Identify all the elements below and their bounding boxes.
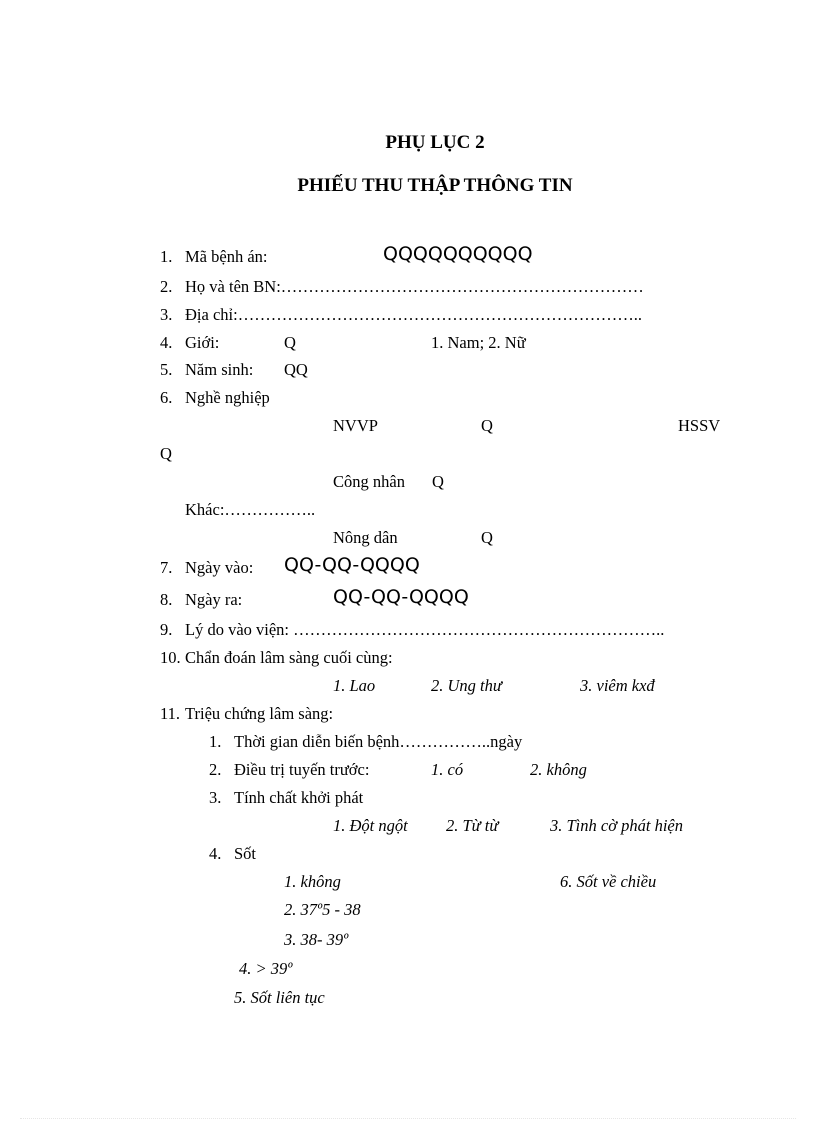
fever-label: Sốt — [234, 844, 257, 863]
onset-incidental[interactable]: 3. Tình cờ phát hiện — [550, 816, 684, 835]
gender-label: Giới: — [185, 333, 220, 352]
fever-option-over-39[interactable]: 4. > 39º — [239, 959, 293, 978]
prior-treatment-yes[interactable]: 1. có — [431, 760, 464, 779]
symptom-4-number: 4. — [209, 844, 222, 863]
symptom-3-number: 3. — [209, 788, 222, 807]
diagnosis-option-cancer[interactable]: 2. Ung thư — [431, 676, 502, 695]
discharge-date-boxes[interactable]: QQ-QQ-QQQQ — [333, 586, 469, 608]
item-5-number: 5. — [160, 360, 173, 379]
item-1-number: 1. — [160, 247, 173, 266]
onset-gradual[interactable]: 2. Từ từ — [446, 816, 499, 835]
occupation-worker-label: Công nhân — [333, 472, 405, 491]
item-10-number: 10. — [160, 648, 181, 667]
occupation-worker-box[interactable]: Q — [432, 472, 444, 491]
item-3-number: 3. — [160, 305, 173, 324]
fever-option-none[interactable]: 1. không — [284, 872, 341, 891]
symptom-2-number: 2. — [209, 760, 222, 779]
final-diagnosis-label: Chẩn đoán lâm sàng cuối cùng: — [185, 648, 393, 667]
patient-name-field[interactable]: Họ và tên BN:………………………………………………………… — [185, 277, 644, 296]
gender-options: 1. Nam; 2. Nữ — [431, 333, 526, 352]
occupation-hssv-label: HSSV — [678, 416, 721, 435]
page-title: PHỤ LỤC 2 — [385, 132, 485, 153]
page-subtitle: PHIẾU THU THẬP THÔNG TIN — [297, 175, 573, 196]
occupation-nvvp-label: NVVP — [333, 416, 378, 435]
item-11-number: 11. — [160, 704, 181, 723]
item-9-number: 9. — [160, 620, 173, 639]
occupation-other-field[interactable]: Khác:…………….. — [185, 500, 316, 519]
occupation-label: Nghề nghiệp — [185, 388, 270, 407]
onset-label: Tính chất khởi phát — [234, 788, 364, 807]
disease-duration-field[interactable]: Thời gian diễn biến bệnh……………..ngày — [234, 732, 523, 751]
diagnosis-option-tb[interactable]: 1. Lao — [333, 676, 376, 695]
onset-sudden[interactable]: 1. Đột ngột — [333, 816, 408, 835]
item-8-number: 8. — [160, 590, 173, 609]
discharge-date-label: Ngày ra: — [185, 590, 243, 609]
occupation-hssv-box[interactable]: Q — [160, 444, 172, 463]
item-2-number: 2. — [160, 277, 173, 296]
item-6-number: 6. — [160, 388, 173, 407]
occupation-farmer-label: Nông dân — [333, 528, 398, 547]
gender-box[interactable]: Q — [284, 333, 296, 352]
record-id-boxes[interactable]: QQQQQQQQQQ — [383, 243, 533, 265]
fever-option-38-39[interactable]: 3. 38- 39º — [284, 930, 349, 949]
fever-option-afternoon[interactable]: 6. Sốt về chiều — [560, 872, 657, 891]
item-7-number: 7. — [160, 558, 173, 577]
diagnosis-option-inflammation[interactable]: 3. viêm kxđ — [580, 676, 655, 695]
admission-date-boxes[interactable]: QQ-QQ-QQQQ — [284, 554, 420, 576]
item-1-label: Mã bệnh án: — [185, 247, 268, 266]
birth-year-box[interactable]: QQ — [284, 360, 308, 379]
birth-year-label: Năm sinh: — [185, 360, 254, 379]
clinical-symptoms-label: Triệu chứng lâm sàng: — [185, 704, 334, 723]
fever-option-37-38[interactable]: 2. 37º5 - 38 — [284, 900, 361, 919]
admission-reason-field[interactable]: Lý do vào viện: ………………………………………………………….. — [185, 620, 665, 639]
address-field[interactable]: Địa chỉ:……………………………………………………………….. — [185, 305, 642, 324]
page-bottom-divider — [20, 1118, 796, 1119]
item-4-number: 4. — [160, 333, 173, 352]
prior-treatment-no[interactable]: 2. không — [530, 760, 587, 779]
symptom-1-number: 1. — [209, 732, 222, 751]
fever-option-continuous[interactable]: 5. Sốt liên tục — [234, 988, 325, 1007]
occupation-nvvp-box[interactable]: Q — [481, 416, 493, 435]
admission-date-label: Ngày vào: — [185, 558, 254, 577]
prior-treatment-label: Điều trị tuyến trước: — [234, 760, 370, 779]
occupation-farmer-box[interactable]: Q — [481, 528, 493, 547]
